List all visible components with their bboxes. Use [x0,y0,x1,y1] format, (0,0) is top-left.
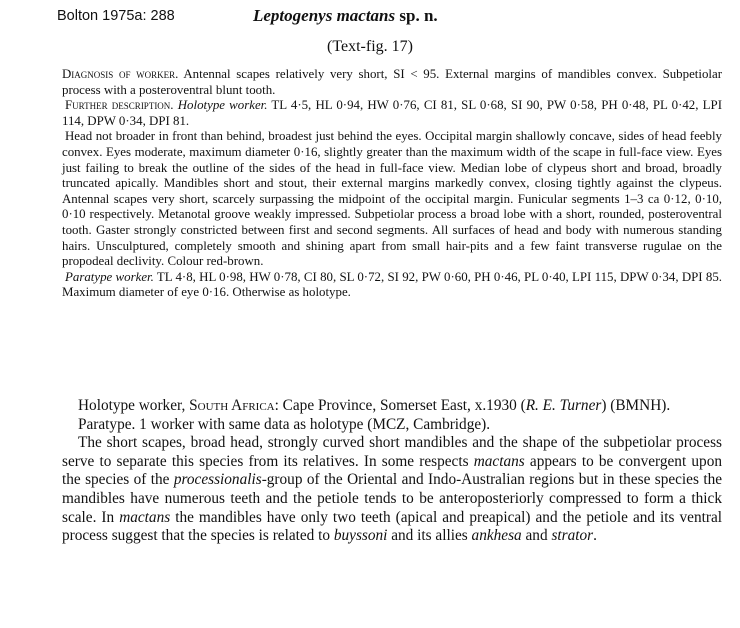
discussion-text: . [593,527,597,545]
description-block [62,67,722,301]
species-mention: mactans [119,508,171,526]
paratype-worker-label: Paratype worker. [65,269,154,284]
material-and-discussion [62,397,722,546]
citation: Bolton 1975a: 288 [57,8,175,24]
holotype-record-suffix: ) (BMNH). [601,397,671,414]
further-description-label: Further description. [65,98,174,113]
discussion-text: and [521,527,552,545]
page-header [0,6,740,28]
further-description-paragraph [62,98,722,129]
species-status: sp. n. [395,6,438,25]
species-mention: mactans [473,452,525,470]
holotype-locality: : Cape Province, Somerset East, x.1930 ( [274,397,526,414]
diagnosis-text: Antennal scapes relatively very short, SI < 95. External margins of mandibles convex. Subpetiolar process with a posteroventral blunt tooth. [62,67,722,97]
diagnosis-label: Diagnosis of worker. [62,67,179,81]
holotype-collector: R. E. Turner [525,397,602,414]
discussion-text: The short scapes, broad head, strongly curved short mandibles and the shape of the subpetiolar process serve to separate this species from its relatives. In some respects [62,434,722,470]
species-title [253,6,438,26]
text-figure-reference: (Text-fig. 17) [327,38,413,55]
discussion-paragraph [62,434,722,546]
holotype-measurements: TL 4·5, HL 0·94, HW 0·76, CI 81, SL 0·68, SI 90, PW 0·58, PH 0·48, PL 0·42, LPI 114, DPW 0·34, DPI 81. [62,98,722,128]
discussion-text: and its allies [387,527,472,545]
morphology-paragraph: Head not broader in front than behind, broadest just behind the eyes. Occipital margin shallowly concave, sides of head feebly convex. Eyes moderate, maximum diameter 0·16, slightly greater than the maximum width of the scape in full-face view. Eyes just failing to break the outline of the sides of the head in full-face view. Median lobe of clypeus short and broad, broadly truncated apically. Mandibles short and stout, their external margins markedly convex, closing tightly against the clypeus. Antennal scapes very short, scarcely surpassing the midpoint of the occipital margin. Funicular segments 1–3 ca 0·12, 0·10, 0·10 respectively. Metanotal groove weakly impressed. Subpetiolar process a broad lobe with a short, rounded, posteroventral tooth. Gaster strongly constricted between first and second segments. All surfaces of head and body with numerous standing hairs. Unsculptured, completely smooth and shining apart from small hair-pits and a few faint transverse rugulae on the propodeal declivity. Colour red-brown. [62,129,722,269]
paratype-worker-paragraph [62,270,722,301]
holotype-country: South Africa [189,397,275,414]
species-mention: strator [551,527,594,545]
paratype-measurements: TL 4·8, HL 0·98, HW 0·78, CI 80, SL 0·72, SI 92, PW 0·60, PH 0·46, PL 0·40, LPI 115, DPW 0·34, DPI 85. Maximum diameter of eye 0·16. Otherwise as holotype. [62,269,722,300]
holotype-record [62,397,722,416]
holotype-record-prefix: Holotype worker, [78,397,190,414]
paratype-record: Paratype. 1 worker with same data as holotype (MCZ, Cambridge). [78,415,491,433]
holotype-worker-label: Holotype worker. [177,98,268,113]
species-name: Leptogenys mactans [253,6,396,25]
species-mention: ankhesa [471,527,522,545]
diagnosis-paragraph [62,67,722,98]
species-mention: processionalis [173,471,262,489]
discussion-text: the mandibles have only two teeth (apical and preapical) and the petiole and its ventral process suggest that the species is related to [62,508,723,545]
discussion-text: -group of the Oriental and Indo-Australian regions but in these species the mandibles have numerous teeth and the petiole tends to be anteroposteriorly compressed to form a thick scale. In [62,471,723,526]
discussion-text: appears to be convergent upon the species of the [62,452,722,489]
species-mention: buyssoni [333,527,388,545]
